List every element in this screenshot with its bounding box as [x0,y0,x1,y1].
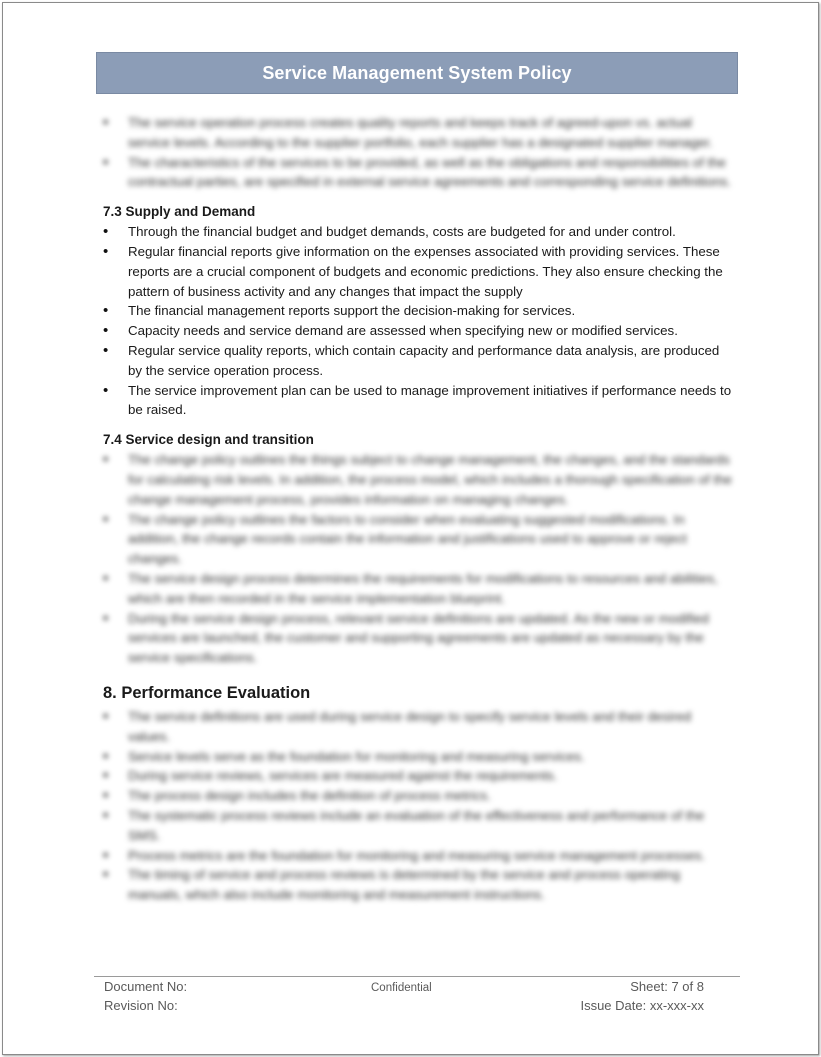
list-item: • The change policy outlines the things subject to change management, the changes, and the standards for calculating risk levels. In addition, the process model, which includes a thorough specification of the change management process, provides information on managing changes. [103,450,733,509]
list-item: • Regular financial reports give information on the expenses associated with providing services. These reports are a crucial component of budgets and economic predictions. They also ensure checking the pattern of business activity and any changes that impact the supply [103,242,733,301]
list-item: • The service improvement plan can be used to manage improvement initiatives if performance needs to be raised. [103,381,733,421]
document-no-label: Document No: [104,979,188,994]
confidential-label: Confidential [371,982,432,994]
list-item: • The financial management reports support the decision-making for services. [103,301,733,321]
list-item: • Through the financial budget and budget demands, costs are budgeted for and under control. [103,222,733,242]
header-title-bar [96,52,738,94]
list-item: • During the service design process, relevant service definitions are updated. As the new or modified services are launched, the customer and supporting agreements are updated as necessary by the service specifications. [103,609,733,668]
list-item: • The process design includes the definition of process metrics. [103,786,733,806]
document-body [103,113,733,905]
footer-divider [94,976,740,977]
list-item: • The change policy outlines the factors to consider when evaluating suggested modifications. In addition, the change records contain the information and justifications used to approve or reject changes. [103,510,733,569]
list-item: • The timing of service and process reviews is determined by the service and process operating manuals, which also include monitoring and measurement instructions. [103,865,733,905]
issue-date: Issue Date: xx-xxx-xx [580,998,704,1013]
document-title: Service Management System Policy [262,62,572,83]
sheet-number: Sheet: 7 of 8 [630,979,704,994]
list-item: • The service definitions are used during service design to specify service levels and their desired values. [103,707,733,747]
list-item: • The systematic process reviews include an evaluation of the effectiveness and performance of the SMS. [103,806,733,846]
section-heading-7-4: 7.4 Service design and transition [103,432,314,448]
performance-evaluation-list [103,707,733,905]
list-item: • During service reviews, services are measured against the requirements. [103,766,733,786]
page-footer [104,978,704,1016]
list-item: • Service levels serve as the foundation for monitoring and measuring services. [103,747,733,767]
list-item: • Regular service quality reports, which contain capacity and performance data analysis, are produced by the service operation process. [103,341,733,381]
intro-list [103,113,733,192]
section-heading-7-3: 7.3 Supply and Demand [103,204,256,220]
document-page [2,2,819,1055]
supply-demand-list [103,222,733,420]
list-item: • Capacity needs and service demand are assessed when specifying new or modified services. [103,321,733,341]
service-design-list [103,450,733,668]
list-item: • Process metrics are the foundation for monitoring and measuring service management processes. [103,846,733,866]
section-heading-8: 8. Performance Evaluation [103,683,311,702]
list-item: • The service design process determines the requirements for modifications to resources and abilities, which are then recorded in the service implementation blueprint. [103,569,733,609]
list-item: • The characteristics of the services to be provided, as well as the obligations and responsibilities of the contractual parties, are specified in external service agreements and corresponding service definitions. [103,153,733,193]
list-item: • The service operation process creates quality reports and keeps track of agreed-upon vs. actual service levels. According to the supplier portfolio, each supplier has a designated supplier manager. [103,113,733,153]
revision-no-label: Revision No: [104,998,178,1013]
